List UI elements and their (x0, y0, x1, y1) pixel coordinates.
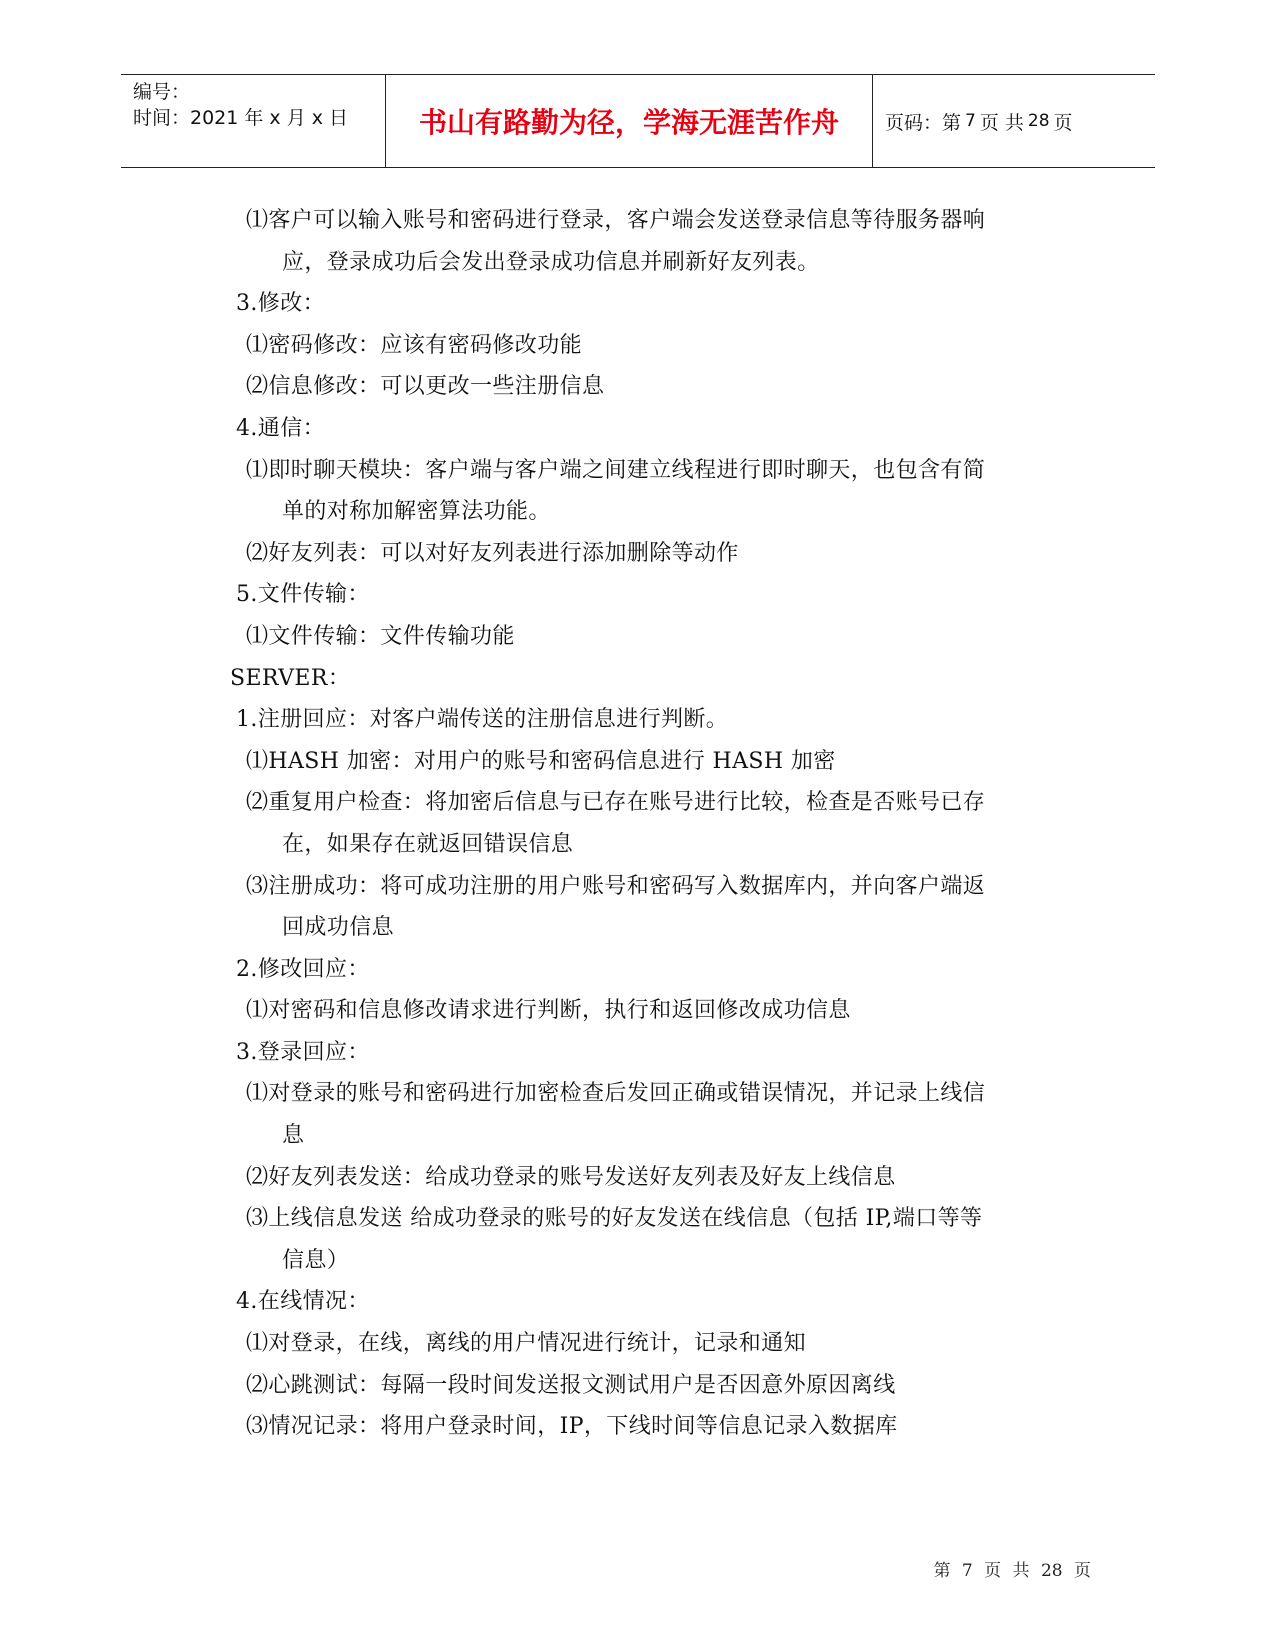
section-heading: 3.登录回应： (236, 1039, 370, 1065)
body-line: ⑶注册成功：将可成功注册的用户账号和密码写入数据库内，并向客户端返 (246, 873, 986, 899)
body-line: ⑵信息修改：可以更改一些注册信息 (246, 374, 605, 400)
doc-time-label: 时间：2021 年 x 月 x 日 (133, 107, 349, 129)
body-line: 在，如果存在就返回错误信息 (282, 831, 574, 857)
body-line: ⑴密码修改：应该有密码修改功能 (246, 332, 583, 358)
body-line: ⑵好友列表：可以对好友列表进行添加删除等动作 (246, 540, 739, 566)
body-line: 应，登录成功后会发出登录成功信息并刷新好友列表。 (282, 249, 820, 275)
section-heading: 2.修改回应： (236, 956, 370, 982)
body-line: ⑴客户可以输入账号和密码进行登录，客户端会发送登录信息等待服务器响 (246, 208, 986, 233)
page-total: 28 (1027, 111, 1050, 131)
body-line: 信息） (282, 1247, 350, 1273)
section-heading: 4.通信： (236, 415, 325, 441)
section-heading: 1.注册回应：对客户端传送的注册信息进行判断。 (236, 707, 729, 733)
header-motto: 书山有路勤为径，学海无涯苦作舟 (385, 75, 873, 167)
page-current: 7 (965, 111, 976, 131)
page-mid: 页 共 (979, 111, 1024, 134)
body-line: 息 (282, 1123, 305, 1149)
body-line: 回成功信息 (282, 915, 395, 941)
document-body (230, 200, 1090, 1448)
body-line: 单的对称加解密算法功能。 (282, 499, 551, 525)
section-heading: 3.修改： (236, 291, 325, 317)
header-meta (121, 75, 385, 167)
body-line: ⑴即时聊天模块：客户端与客户端之间建立线程进行即时聊天，也包含有简 (246, 457, 986, 483)
body-line: ⑶情况记录：将用户登录时间，IP，下线时间等信息记录入数据库 (246, 1414, 898, 1440)
body-line: ⑴对密码和信息修改请求进行判断，执行和返回修改成功信息 (246, 998, 851, 1024)
body-line: ⑶上线信息发送 给成功登录的账号的好友发送在线信息（包括 IP,端口等等 (246, 1206, 983, 1232)
page-suffix: 页 (1053, 111, 1073, 134)
page-prefix: 页码：第 (885, 111, 962, 134)
section-heading: 4.在线情况： (236, 1289, 370, 1315)
header-page-info (873, 75, 1155, 167)
page-header (121, 74, 1155, 168)
server-heading: SERVER： (230, 665, 351, 691)
body-line: ⑵好友列表发送：给成功登录的账号发送好友列表及好友上线信息 (246, 1164, 896, 1190)
body-line: ⑴文件传输：文件传输功能 (246, 623, 515, 649)
body-line: ⑴HASH 加密：对用户的账号和密码信息进行 HASH 加密 (246, 748, 836, 774)
doc-number-label: 编号： (133, 81, 191, 103)
page-footer: 第 7 页 共 28 页 (933, 1561, 1091, 1581)
body-line: ⑵心跳测试：每隔一段时间发送报文测试用户是否因意外原因离线 (246, 1372, 896, 1398)
body-line: ⑴对登录，在线，离线的用户情况进行统计，记录和通知 (246, 1331, 807, 1357)
body-line: ⑵重复用户检查：将加密后信息与已存在账号进行比较，检查是否账号已存 (246, 790, 986, 816)
section-heading: 5.文件传输： (236, 582, 370, 608)
body-line: ⑴对登录的账号和密码进行加密检查后发回正确或错误情况，并记录上线信 (246, 1081, 986, 1107)
